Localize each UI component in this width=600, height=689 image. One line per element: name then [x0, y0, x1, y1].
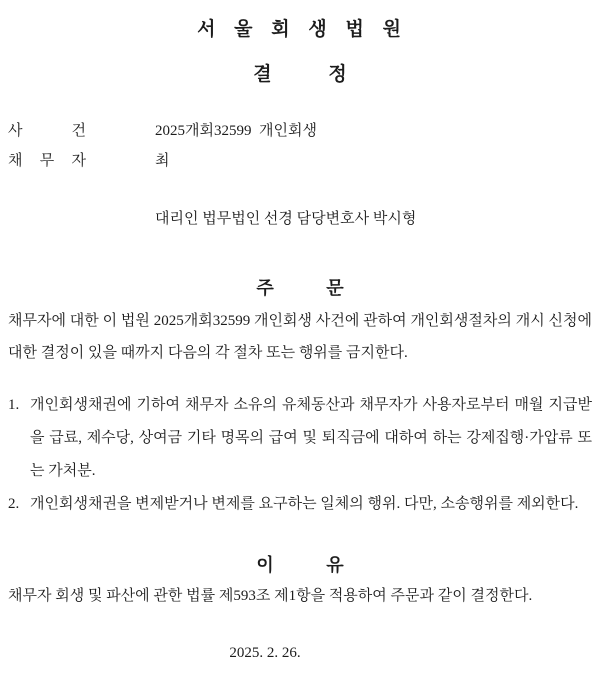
order-intro-paragraph: 채무자에 대한 이 법원 2025개회32599 개인회생 사건에 관하여 개인회생절차의 개시 신청에 대한 결정이 있을 때까지 다음의 각 절차 또는 행위를 금지한다. [8, 313, 592, 361]
debtor-label: 채 무 자 [8, 153, 86, 169]
document-title: 결 정 [253, 64, 347, 85]
order-item-1 [8, 389, 592, 488]
case-info-block [8, 116, 592, 234]
order-section-heading: 주 문 [256, 278, 344, 298]
order-item-2-number: 2. [8, 496, 20, 512]
debtor-value: 최 [155, 153, 170, 169]
representative-line: 대리인 법무법인 선경 담당변호사 박시형 [155, 211, 417, 227]
order-item-1-number: 1. [8, 397, 20, 413]
reason-paragraph: 채무자 회생 및 파산에 관한 법률 제593조 제1항을 적용하여 주문과 같이 결정한다. [8, 588, 533, 604]
court-name: 서 울 회 생 법 원 [197, 19, 403, 40]
debtor-row [8, 146, 592, 176]
decision-date: 2025. 2. 26. [229, 644, 301, 661]
order-item-2 [8, 488, 592, 521]
case-number-label: 사 건 [8, 123, 86, 139]
order-item-1-text: 개인회생채권에 기하여 채무자 소유의 유체동산과 채무자가 사용자로부터 매월 지급받을 급료, 제수당, 상여금 기타 명목의 급여 및 퇴직금에 대하여 하는 강제집행·가압류 또는 가처분. [30, 397, 592, 479]
case-number-value: 2025개회32599 개인회생 [155, 123, 317, 139]
order-items-list [8, 389, 592, 521]
reason-section-heading: 이 유 [256, 555, 344, 575]
order-item-2-text: 개인회생채권을 변제받거나 변제를 요구하는 일체의 행위. 다만, 소송행위를 제외한다. [30, 496, 579, 512]
case-number-row [8, 116, 592, 146]
